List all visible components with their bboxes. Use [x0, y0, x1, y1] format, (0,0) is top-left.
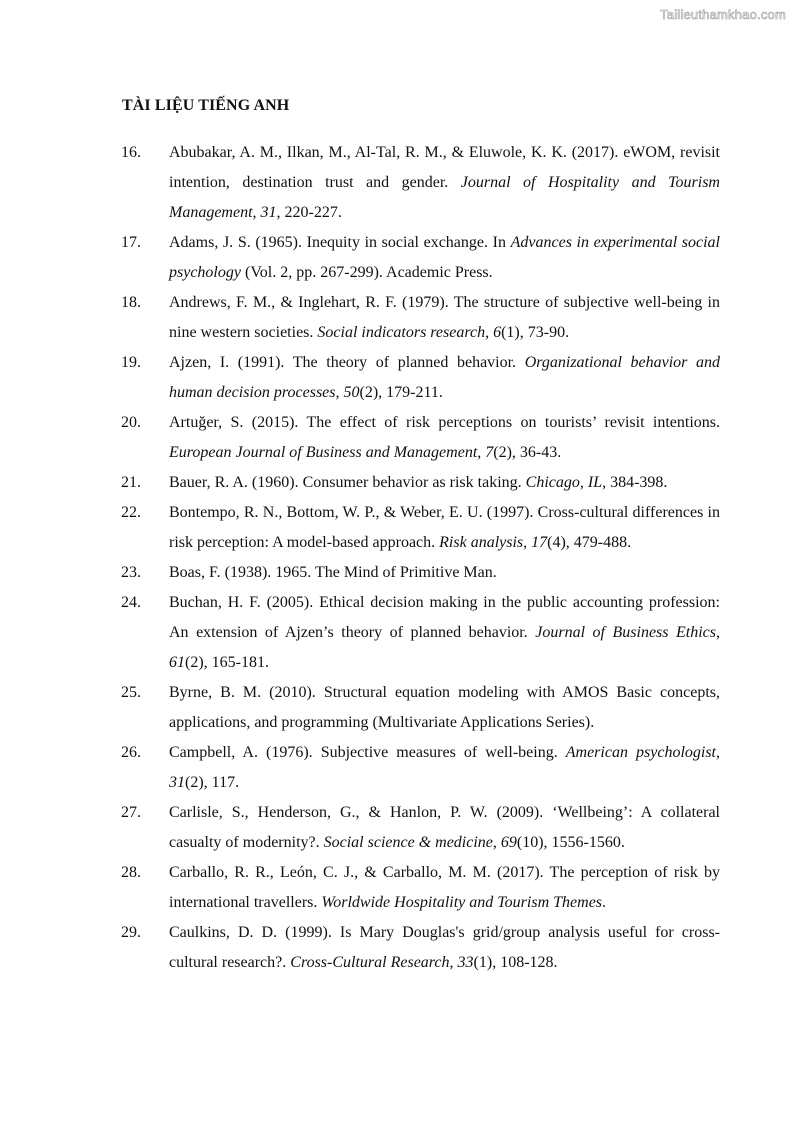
reference-segment: Ajzen, I. (1991). The theory of planned behavior.	[169, 354, 525, 371]
reference-segment: Carlisle, S., Henderson, G., & Hanlon, P. W. (2009). ‘Wellbeing’: A collateral casualty of modernity?.	[169, 804, 720, 851]
reference-number: 24.	[121, 594, 141, 611]
reference-segment: (1), 73-90.	[501, 324, 570, 341]
reference-item	[0, 348, 794, 408]
reference-italic-segment: American psychologist	[565, 744, 716, 761]
reference-number: 21.	[121, 474, 141, 491]
reference-italic-segment: Journal of Business Ethics	[535, 624, 716, 641]
reference-item	[0, 138, 794, 228]
reference-segment: ,	[252, 204, 261, 221]
reference-segment: Campbell, A. (1976). Subjective measures of well-being.	[169, 744, 566, 761]
reference-italic-segment: 50	[343, 384, 360, 401]
reference-segment: ,	[485, 324, 494, 341]
reference-text	[169, 498, 720, 558]
reference-segment: ,	[716, 744, 720, 761]
reference-item	[0, 798, 794, 858]
reference-segment: Artuğer, S. (2015). The effect of risk perceptions on tourists’ revisit intentions.	[169, 414, 720, 431]
reference-text	[169, 348, 720, 408]
reference-item	[0, 678, 794, 738]
reference-segment: (1), 108-128.	[473, 954, 558, 971]
reference-number: 17.	[121, 234, 141, 251]
reference-item	[0, 408, 794, 468]
reference-segment: ,	[523, 534, 532, 551]
reference-italic-segment: Organizational behavior and human decision processes	[169, 354, 720, 401]
reference-italic-segment: 17	[531, 534, 548, 551]
reference-text	[169, 468, 720, 498]
reference-segment: Andrews, F. M., & Inglehart, R. F. (1979). The structure of subjective well-being in nine western societies.	[169, 294, 720, 341]
reference-number: 27.	[121, 804, 141, 821]
watermark: Tailieuthamkhao.com	[660, 7, 786, 22]
reference-item	[0, 468, 794, 498]
reference-segment: Byrne, B. M. (2010). Structural equation modeling with AMOS Basic concepts, applications, and programming (Multivariate Applications Series).	[169, 684, 720, 731]
reference-italic-segment: Social science & medicine	[323, 834, 493, 851]
reference-italic-segment: Worldwide Hospitality and Tourism Themes	[321, 894, 603, 911]
reference-segment: Boas, F. (1938). 1965. The Mind of Primitive Man.	[169, 564, 497, 581]
reference-segment: (2), 117.	[185, 774, 240, 791]
reference-segment: .	[602, 894, 607, 911]
reference-segment: Carballo, R. R., León, C. J., & Carballo, M. M. (2017). The perception of risk by international travellers.	[169, 864, 720, 911]
reference-segment: , 220-227.	[276, 204, 342, 221]
reference-number: 22.	[121, 504, 141, 521]
reference-segment: (2), 36-43.	[493, 444, 562, 461]
reference-segment: , 384-398.	[602, 474, 668, 491]
reference-number: 18.	[121, 294, 141, 311]
reference-item	[0, 498, 794, 558]
reference-segment: Caulkins, D. D. (1999). Is Mary Douglas's grid/group analysis useful for cross-cultural research?.	[169, 924, 720, 971]
reference-segment: ,	[477, 444, 486, 461]
reference-segment: (Vol. 2, pp. 267-299). Academic Press.	[240, 264, 493, 281]
reference-number: 26.	[121, 744, 141, 761]
reference-italic-segment: Journal of Hospitality and Tourism Management	[169, 174, 720, 221]
reference-segment: Abubakar, A. M., Ilkan, M., Al-Tal, R. M., & Eluwole, K. K. (2017). eWOM, revisit intention, destination trust and gender.	[169, 144, 720, 191]
reference-list	[0, 138, 794, 978]
reference-italic-segment: Social indicators research	[317, 324, 486, 341]
reference-number: 25.	[121, 684, 141, 701]
reference-number: 29.	[121, 924, 141, 941]
reference-segment: Adams, J. S. (1965). Inequity in social exchange. In	[169, 234, 511, 251]
reference-segment: ,	[449, 954, 458, 971]
reference-text	[169, 138, 720, 228]
reference-segment: Buchan, H. F. (2005). Ethical decision making in the public accounting profession: An extension of Ajzen’s theory of planned behavior.	[169, 594, 720, 641]
reference-number: 16.	[121, 144, 141, 161]
reference-item	[0, 288, 794, 348]
reference-text	[169, 858, 720, 918]
reference-item	[0, 738, 794, 798]
reference-segment: ,	[492, 834, 501, 851]
reference-text	[169, 228, 720, 288]
reference-text	[169, 558, 720, 588]
reference-text	[169, 288, 720, 348]
reference-segment: (2), 179-211.	[359, 384, 443, 401]
reference-italic-segment: Chicago, IL	[525, 474, 603, 491]
reference-italic-segment: Risk analysis	[439, 534, 524, 551]
reference-segment: (4), 479-488.	[547, 534, 632, 551]
reference-segment: Bontempo, R. N., Bottom, W. P., & Weber, E. U. (1997). Cross-cultural differences in risk perception: A model-based approach.	[169, 504, 720, 551]
reference-segment: ,	[716, 624, 720, 641]
reference-italic-segment: 61	[169, 654, 185, 671]
reference-italic-segment: Cross-Cultural Research	[290, 954, 450, 971]
reference-italic-segment: 69	[500, 834, 517, 851]
reference-italic-segment: 33	[457, 954, 474, 971]
reference-segment: ,	[335, 384, 344, 401]
reference-italic-segment: Advances in experimental social psychology	[169, 234, 720, 281]
section-heading: TÀI LIỆU TIẾNG ANH	[122, 97, 290, 114]
reference-number: 19.	[121, 354, 141, 371]
reference-italic-segment: European Journal of Business and Management	[169, 444, 478, 461]
reference-segment: (10), 1556-1560.	[516, 834, 625, 851]
reference-text	[169, 588, 720, 678]
reference-text	[169, 918, 720, 978]
reference-item	[0, 858, 794, 918]
reference-text	[169, 798, 720, 858]
reference-segment: (2), 165-181.	[185, 654, 269, 671]
reference-item	[0, 918, 794, 978]
reference-italic-segment: 6	[493, 324, 502, 341]
reference-italic-segment: 31	[260, 204, 277, 221]
reference-item	[0, 558, 794, 588]
reference-item	[0, 228, 794, 288]
reference-number: 28.	[121, 864, 141, 881]
reference-text	[169, 408, 720, 468]
reference-text	[169, 738, 720, 798]
reference-segment: Bauer, R. A. (1960). Consumer behavior as risk taking.	[169, 474, 526, 491]
reference-text	[169, 678, 720, 738]
reference-italic-segment: 31	[169, 774, 185, 791]
reference-italic-segment: 7	[485, 444, 494, 461]
reference-item	[0, 588, 794, 678]
reference-number: 20.	[121, 414, 141, 431]
reference-number: 23.	[121, 564, 141, 581]
